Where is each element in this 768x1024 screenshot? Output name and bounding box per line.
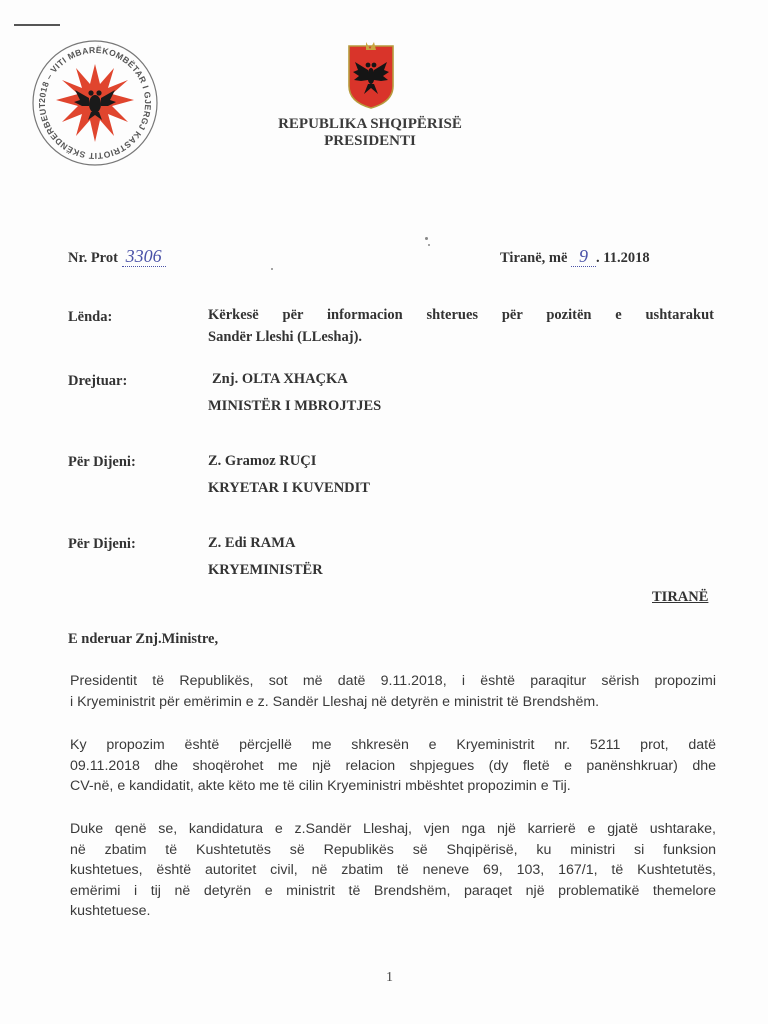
paragraph-line: kushtetuese.: [70, 903, 151, 919]
cc2-label: Për Dijeni:: [68, 536, 136, 552]
protocol-label: Nr. Prot: [68, 250, 118, 266]
paragraph-line: i Kryeministrit për emërimin e z. Sandër Lleshaj në detyrën e ministrit të Brendshëm.: [70, 693, 600, 710]
paragraph-line: 09.11.2018 dhe shoqërohet me një relacion shpjegues (dy fletë e panënshkruar) dhe: [70, 757, 716, 774]
paragraph-line: Ky propozim është përcjellë me shkresën e Kryeministrit nr. 5211 prot, datë: [70, 737, 716, 753]
skanderbeg-year-seal-icon: [30, 38, 160, 168]
country-title: REPUBLIKA SHQIPËRISË: [278, 116, 462, 132]
cc1-label: Për Dijeni:: [68, 454, 136, 470]
scan-speck: [425, 237, 428, 240]
scan-speck: [428, 244, 430, 246]
place-date: [500, 246, 650, 267]
cc2-name: Z. Edi RAMA: [208, 535, 296, 551]
paragraph-line: kushtetues, është autoritet civil, në zbatim të neneve 69, 103, 167/1, të Kushtetutës,: [70, 862, 716, 878]
paragraph-3: [70, 819, 716, 922]
paragraph-1: [70, 671, 716, 712]
cc1-name: Z. Gramoz RUÇI: [208, 453, 317, 469]
paragraph-line: Duke qenë se, kandidatura e z.Sandër Lleshaj, vjen nga një karrierë e gjatë ushtarake,: [70, 821, 716, 837]
subject-line-1: Kërkesë për informacion shterues për pozitën e ushtarakut: [208, 307, 714, 323]
page-number: 1: [386, 970, 393, 985]
salutation: E nderuar Znj.Ministre,: [68, 631, 219, 647]
subject-line-2: Sandër Lleshi (LLeshaj).: [208, 329, 363, 345]
addressee-label: Drejtuar:: [68, 373, 128, 389]
paragraph-line: CV-në, e kandidatit, akte këto me të cilin Kryeministri mbështet propozimin e Tij.: [70, 778, 571, 794]
protocol-line: [68, 246, 166, 267]
cc1-title: KRYETAR I KUVENDIT: [208, 480, 370, 496]
date-day: 9: [571, 246, 596, 267]
albania-coat-of-arms-icon: [346, 40, 396, 110]
paragraph-2: [70, 735, 716, 797]
date-rest: . 11.2018: [596, 250, 650, 266]
addressee-title: MINISTËR I MBROJTJES: [208, 398, 382, 414]
paragraph-line: në zbatim të Kushtetutës së Republikës së Shqipërisë, ku ministri si funksion: [70, 841, 716, 858]
place-prefix: Tiranë, më: [500, 250, 568, 266]
paragraph-line: emërimi i tij në detyrën e ministrit të Brendshëm, paraqet një problematikë themelore: [70, 882, 716, 899]
corner-mark: [14, 24, 60, 26]
seal-text: 2018 – VITI MBARËKOMBËTAR I GJERGJ KASTRIOTIT SKËNDERBEUT: [36, 44, 154, 162]
subject-label: Lënda:: [68, 309, 113, 325]
city-label: TIRANË: [652, 589, 709, 605]
paragraph-line: Presidentit të Republikës, sot më datë 9.11.2018, i është paraqitur sërish propozimi: [70, 673, 716, 689]
addressee-name: Znj. OLTA XHAÇKA: [212, 371, 348, 387]
protocol-number: 3306: [122, 246, 166, 267]
office-title: PRESIDENTI: [324, 133, 416, 149]
scan-speck: [271, 268, 273, 270]
cc2-title: KRYEMINISTËR: [208, 562, 323, 578]
